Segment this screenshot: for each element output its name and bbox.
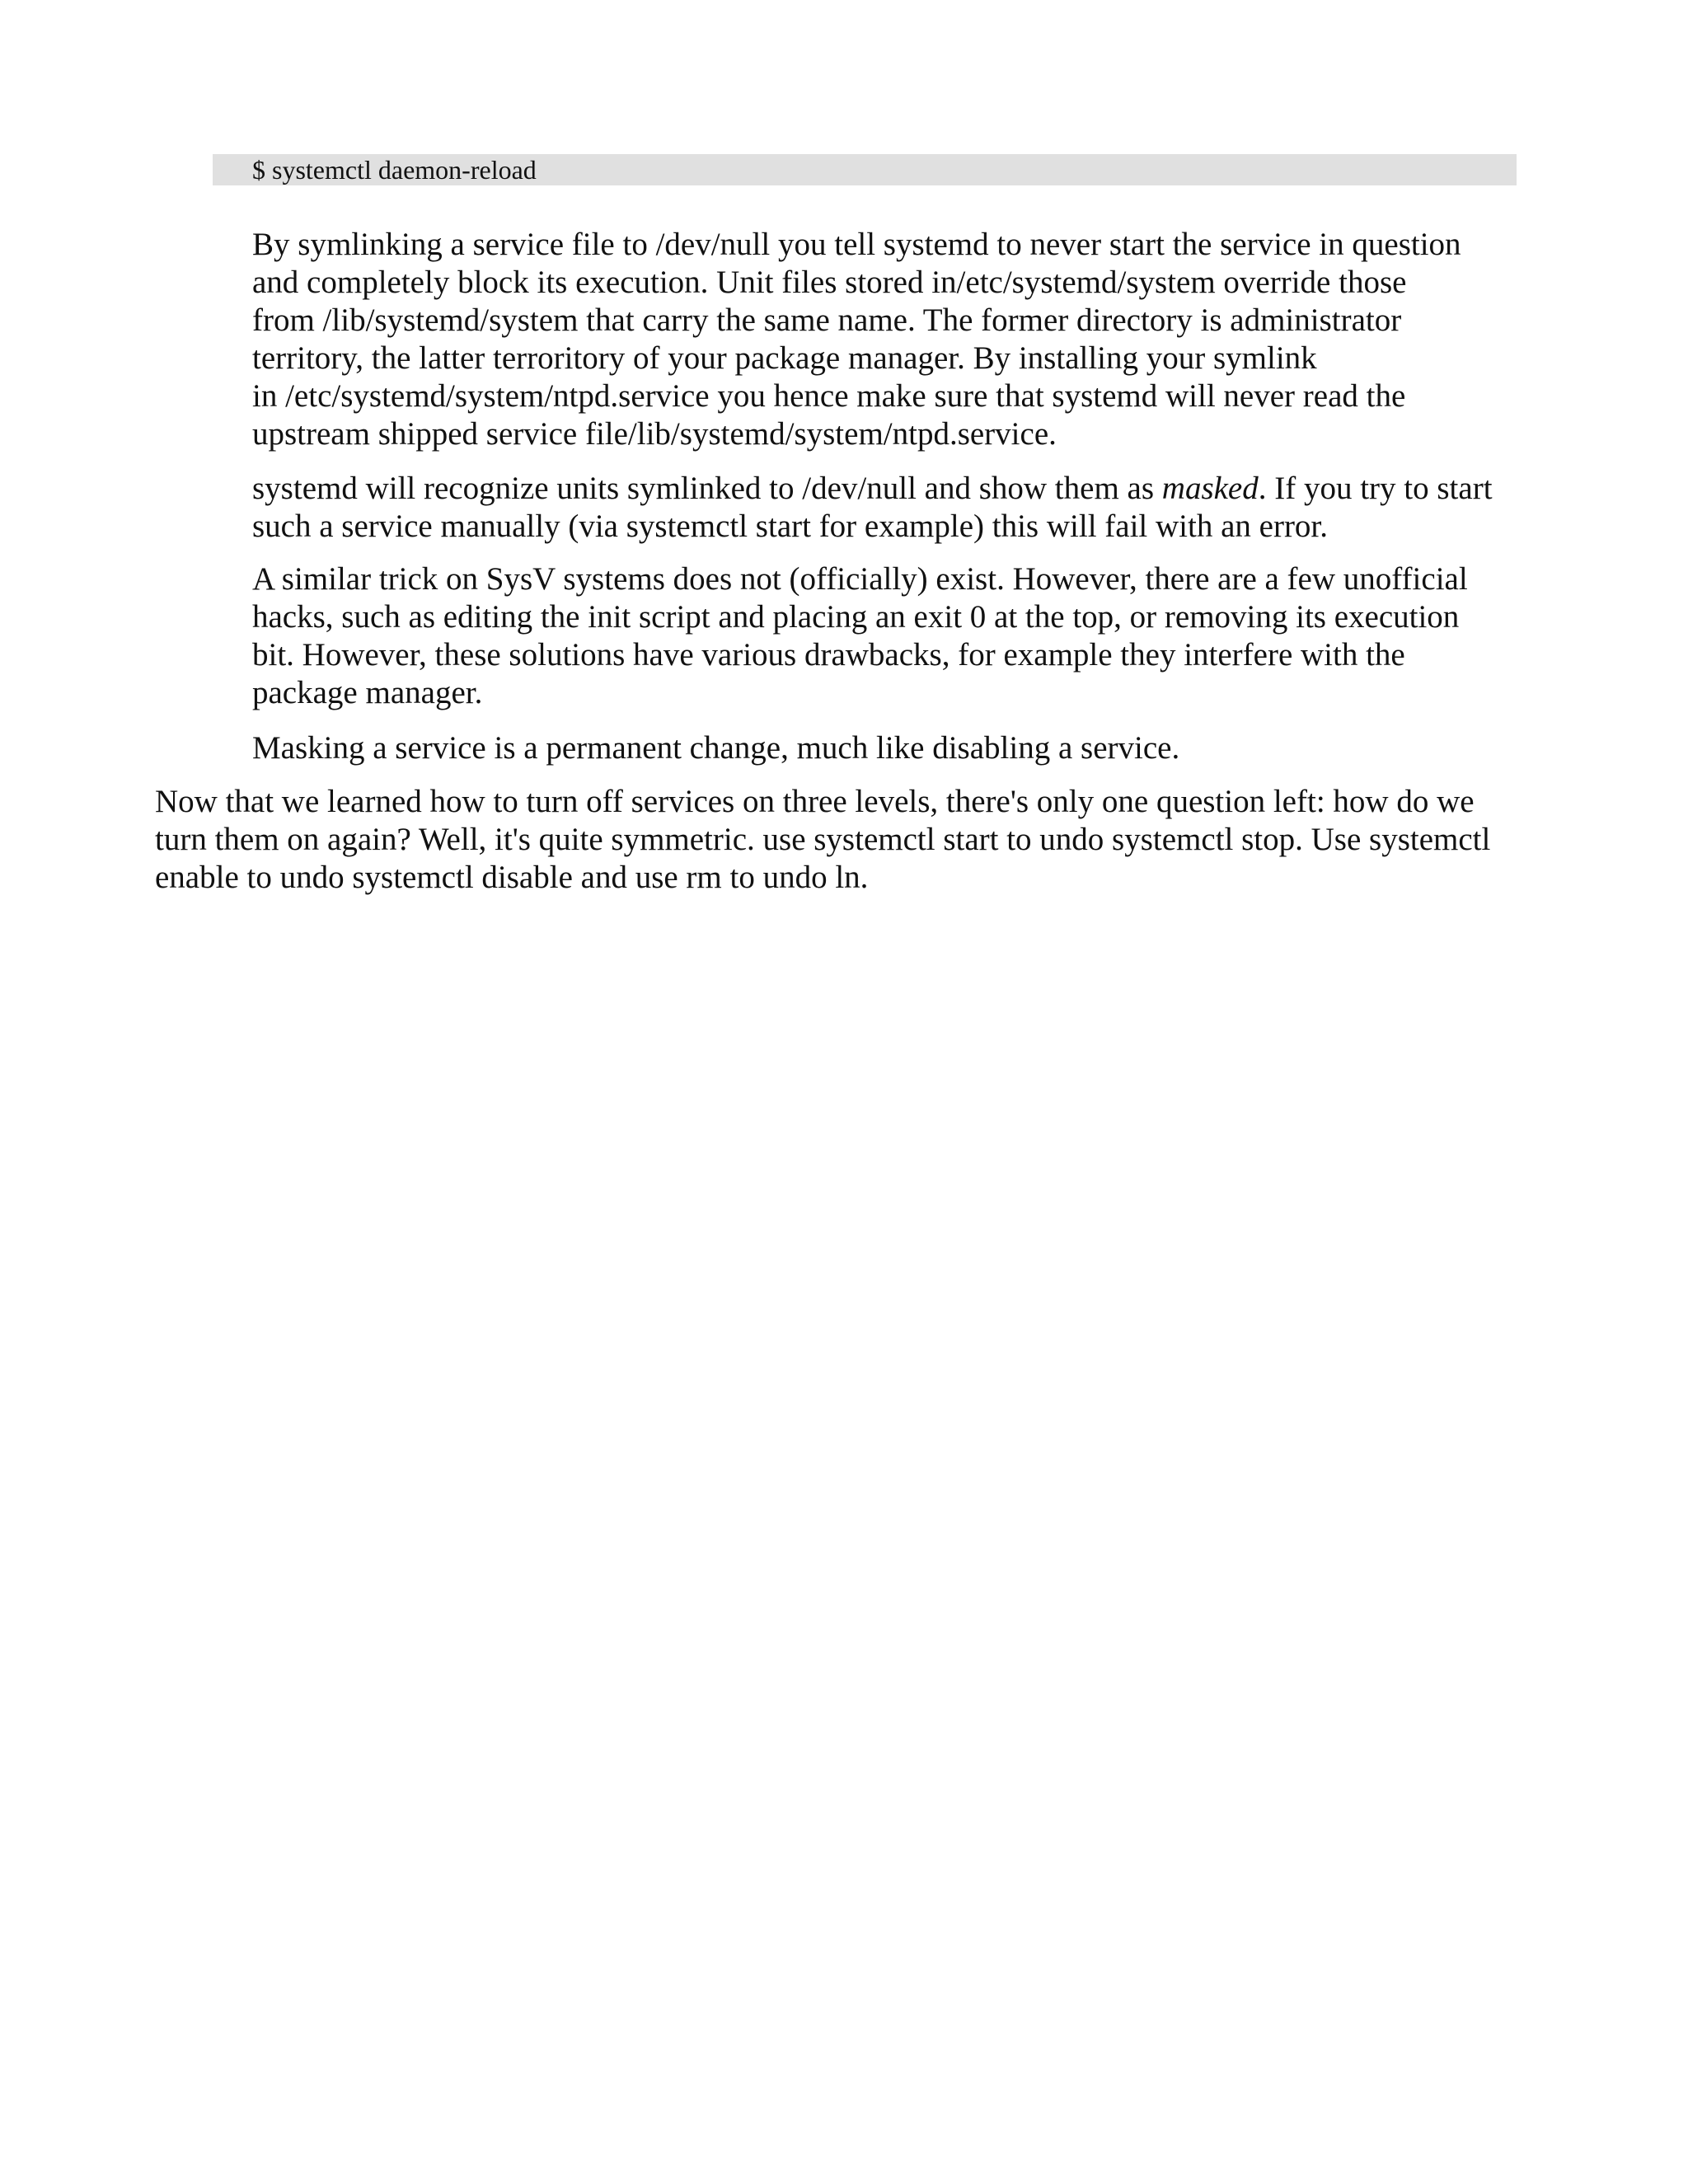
text-line: and completely block its execution. Unit files stored in/etc/systemd/system override those [252, 265, 1407, 300]
text-line [252, 470, 1538, 508]
text-line: territory, the latter terroritory of your package manager. By installing your symlink [252, 340, 1317, 376]
text-line: Masking a service is a permanent change, much like disabling a service. [252, 730, 1180, 766]
text-line: upstream shipped service file/lib/systemd/system/ntpd.service. [252, 416, 1057, 452]
text-line: bit. However, these solutions have various drawbacks, for example they interfere with the [252, 637, 1405, 673]
emphasis-masked: masked [1161, 471, 1259, 506]
text-segment: . If you try to start [1258, 471, 1493, 506]
code-line: $ systemctl daemon-reload [252, 155, 537, 185]
text-segment: systemd will recognize units symlinked to /dev/null and show them as [252, 471, 1162, 506]
text-line: turn them on again? Well, it's quite symmetric. use systemctl start to undo systemctl stop. Use systemctl [155, 822, 1491, 857]
paragraph-masking-permanent [252, 729, 1538, 767]
text-line: in /etc/systemd/system/ntpd.service you hence make sure that systemd will never read the [252, 378, 1406, 414]
text-line: By symlinking a service file to /dev/null you tell systemd to never start the service in question [252, 227, 1461, 262]
text-line: A similar trick on SysV systems does not (officially) exist. However, there are a few unofficial [252, 561, 1468, 597]
text-line: from /lib/systemd/system that carry the same name. The former directory is administrator [252, 302, 1402, 338]
paragraph-symlink-explanation [252, 226, 1538, 453]
text-line: enable to undo systemctl disable and use rm to undo ln. [155, 860, 869, 895]
paragraph-masked-units [252, 470, 1538, 546]
paragraph-sysv-trick [252, 560, 1538, 712]
text-line: such a service manually (via systemctl start for example) this will fail with an error. [252, 509, 1329, 544]
text-line: hacks, such as editing the init script and placing an exit 0 at the top, or removing its execution [252, 599, 1460, 635]
text-line: Now that we learned how to turn off services on three levels, there's only one question left: how do we [155, 784, 1475, 819]
paragraph-turn-on-again [155, 783, 1540, 897]
code-block [213, 154, 1517, 185]
text-line: package manager. [252, 675, 483, 710]
